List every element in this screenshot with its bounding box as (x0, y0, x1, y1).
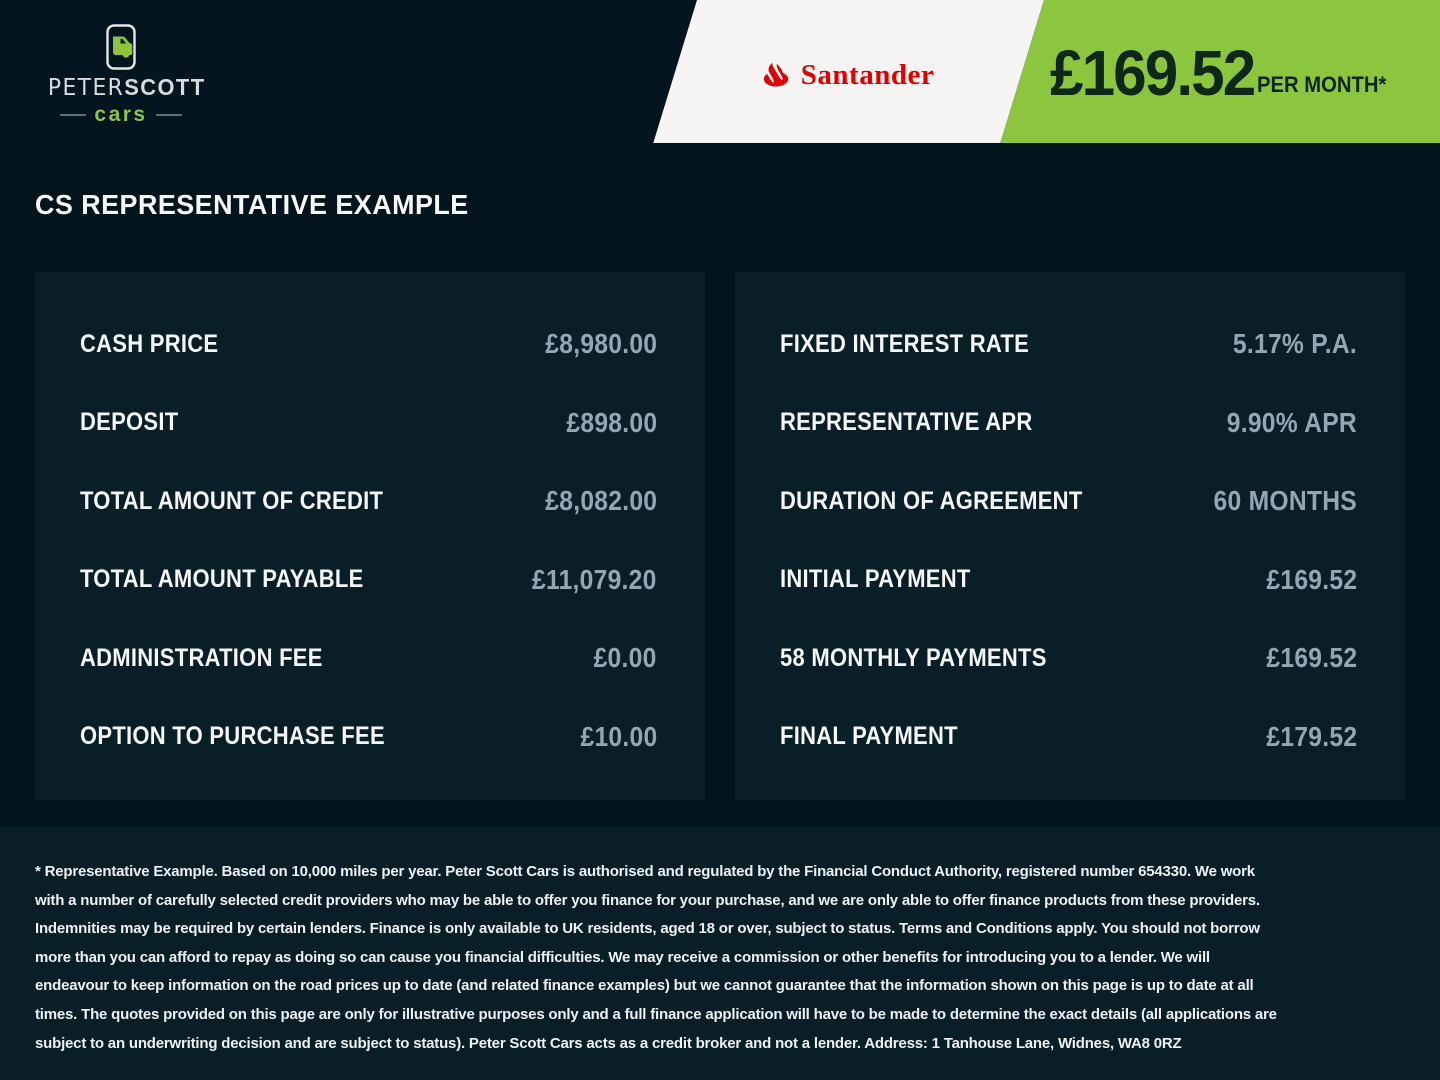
finance-value: £0.00 (594, 642, 657, 674)
finance-label: ADMINISTRATION FEE (80, 643, 323, 672)
table-row (80, 384, 657, 463)
table-row (780, 305, 1357, 384)
finance-label: FIXED INTEREST RATE (780, 329, 1030, 358)
finance-value: £179.52 (1266, 720, 1357, 752)
finance-label: DURATION OF AGREEMENT (780, 486, 1083, 515)
finance-label: OPTION TO PURCHASE FEE (80, 722, 385, 751)
table-row (780, 698, 1357, 777)
finance-table-right (735, 272, 1405, 800)
finance-label: FINAL PAYMENT (780, 722, 958, 751)
finance-value: £169.52 (1266, 563, 1357, 595)
logo-divider-left (60, 114, 86, 116)
finance-label: INITIAL PAYMENT (780, 565, 971, 594)
car-icon (106, 24, 136, 70)
page-title: CS REPRESENTATIVE EXAMPLE (35, 189, 469, 220)
monthly-price-suffix: PER MONTH* (1257, 72, 1387, 97)
santander-flame-icon (760, 62, 792, 89)
finance-value: £8,082.00 (545, 485, 657, 517)
dealer-name-scott: SCOTT (124, 74, 206, 100)
table-row (80, 698, 657, 777)
monthly-price: £169.52 (1050, 37, 1255, 109)
disclaimer-text: * Representative Example. Based on 10,000 miles per year. Peter Scott Cars is authorised and regulated by the Financial Conduct Authority, registered number 654330. We work with a number of carefully selected credit providers who may be able to offer you finance for your purchase, and we are only able to offer finance products from these providers. Indemnities may be required by certain lenders. Finance is only available to UK residents, aged 18 or over, subject to status. Terms and Conditions apply. You should not borrow more than you can afford to repay as doing so can cause you financial difficulties. We may receive a commission or other benefits for introducing you to a lender. We will endeavour to keep information on the road prices up to date (and related finance examples) but we cannot guarantee that the information shown on this page is up to date at all times. The quotes provided on this page are only for illustrative purposes only and a full finance application will have to be made to determine the exact details (all applications are subject to an underwriting decision and are subject to status). Peter Scott Cars acts as a credit broker and not a lender. Address: 1 Tanhouse Lane, Widnes, WA8 0RZ (35, 863, 1277, 1052)
finance-value: 5.17% P.A. (1232, 328, 1357, 360)
logo-divider-right (156, 114, 182, 116)
dealer-logo (44, 24, 206, 127)
finance-label: DEPOSIT (80, 408, 179, 437)
table-row (780, 619, 1357, 698)
lender-name: Santander (800, 58, 935, 91)
lender-logo (742, 52, 952, 98)
finance-value: £898.00 (566, 406, 657, 438)
finance-value: £169.52 (1266, 642, 1357, 674)
finance-label: REPRESENTATIVE APR (780, 408, 1033, 437)
dealer-logo-subtitle (44, 103, 198, 127)
finance-value: £8,980.00 (545, 328, 657, 360)
table-row (80, 619, 657, 698)
finance-label: CASH PRICE (80, 329, 219, 358)
dealer-name-cars: cars (94, 103, 148, 126)
table-row (80, 541, 657, 620)
finance-value: £10.00 (580, 720, 657, 752)
dealer-name-peter: PETER (47, 75, 125, 101)
finance-label: 58 MONTHLY PAYMENTS (780, 643, 1047, 672)
finance-value: £11,079.20 (532, 563, 657, 595)
table-row (780, 384, 1357, 463)
table-row (80, 462, 657, 541)
finance-value: 9.90% APR (1226, 406, 1357, 438)
dealer-name (47, 74, 206, 101)
finance-value: 60 MONTHS (1213, 485, 1357, 517)
finance-label: TOTAL AMOUNT PAYABLE (80, 565, 364, 594)
footer (0, 827, 1440, 1080)
table-row (780, 541, 1357, 620)
header (0, 0, 1440, 143)
finance-label: TOTAL AMOUNT OF CREDIT (80, 486, 384, 515)
table-row (80, 305, 657, 384)
table-row (780, 462, 1357, 541)
finance-table-left (35, 272, 705, 800)
